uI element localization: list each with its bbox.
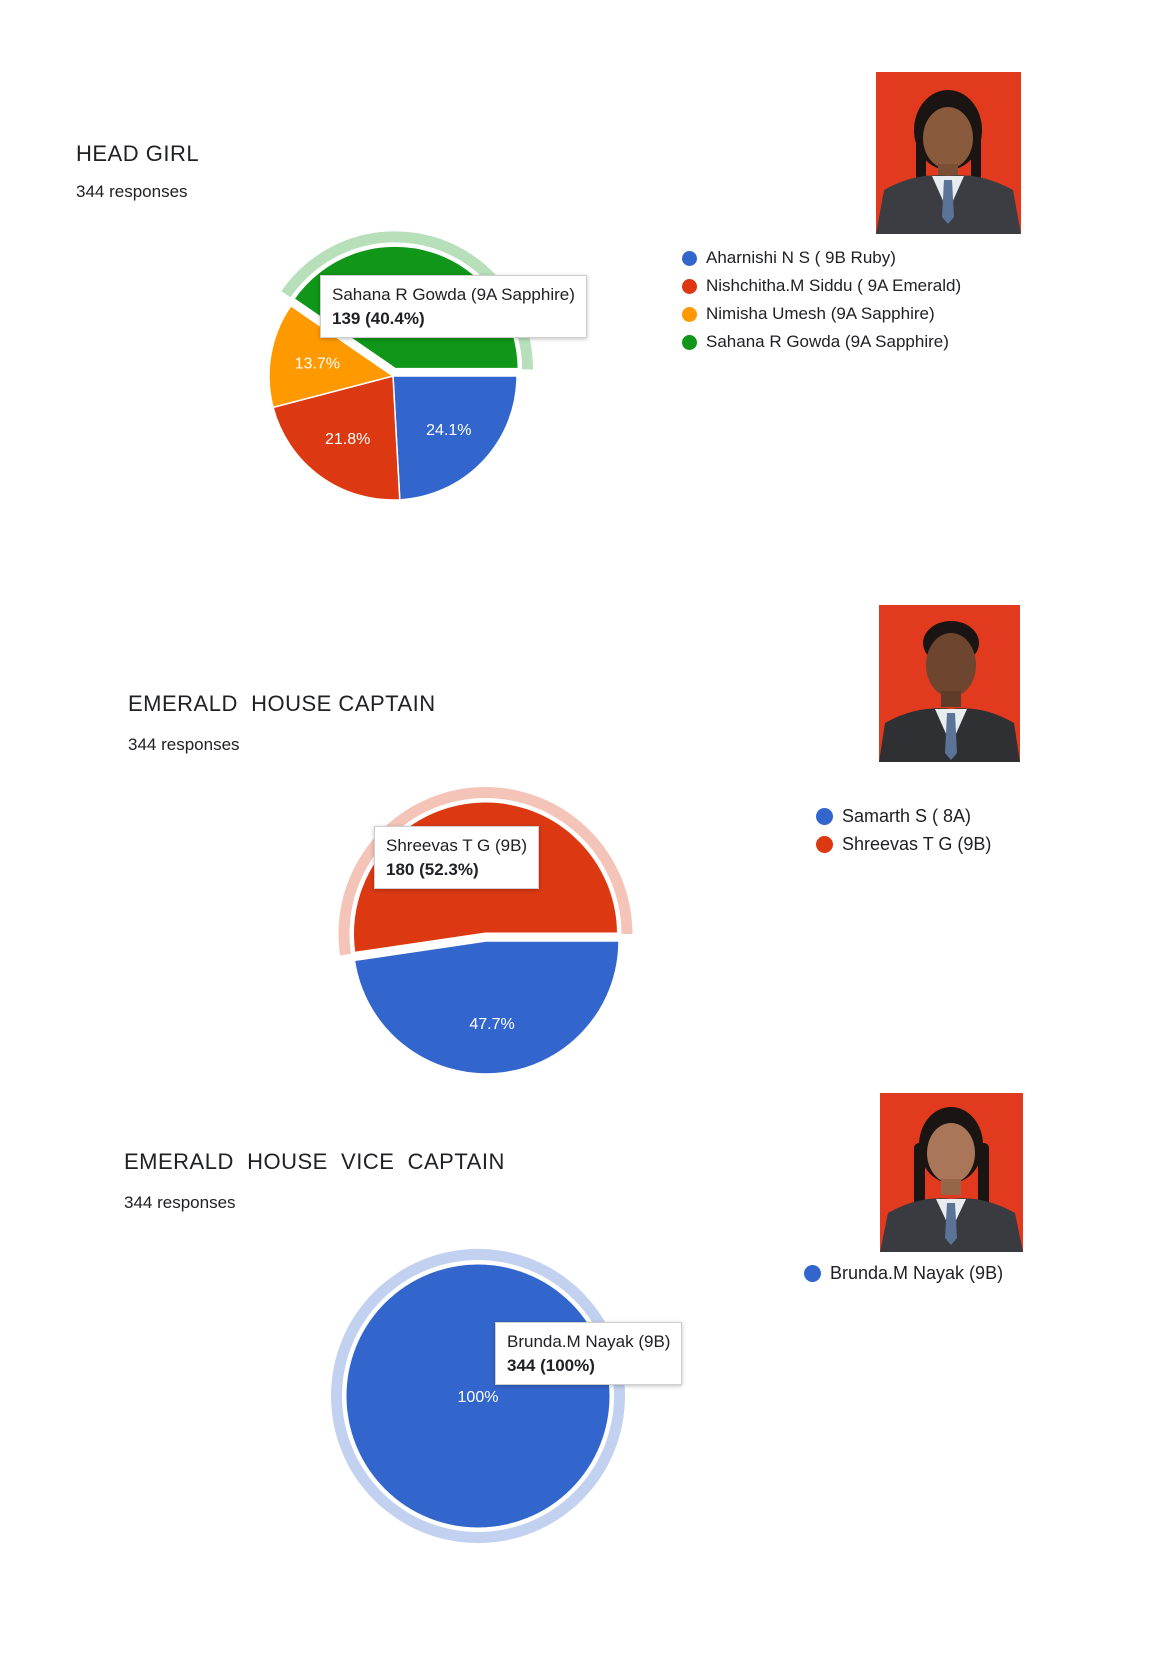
vice-captain-title: EMERALD HOUSE VICE CAPTAIN xyxy=(124,1149,505,1174)
legend-label: Nimisha Umesh (9A Sapphire) xyxy=(706,304,935,323)
tooltip-label: Shreevas T G (9B) xyxy=(386,836,528,855)
vice-captain-responses: 344 responses xyxy=(124,1193,236,1212)
slice-percent-label: 13.7% xyxy=(294,355,340,373)
tooltip-value: 180 (52.3%) xyxy=(386,860,479,879)
tooltip-label: Sahana R Gowda (9A Sapphire) xyxy=(332,285,575,304)
legend-label: Nishchitha.M Siddu ( 9A Emerald) xyxy=(706,276,962,295)
portrait-icon xyxy=(880,1093,1023,1252)
legend-label: Aharnishi N S ( 9B Ruby) xyxy=(706,248,896,267)
house-captain-title: EMERALD HOUSE CAPTAIN xyxy=(128,691,436,716)
slice-percent-label: 100% xyxy=(457,1389,499,1406)
slice-percent-label: 21.8% xyxy=(325,431,371,449)
vice-captain-legend xyxy=(804,1259,1003,1287)
legend-label: Shreevas T G (9B) xyxy=(842,833,992,854)
head-girl-title: HEAD GIRL xyxy=(76,141,200,166)
vice-captain-tooltip xyxy=(495,1322,682,1385)
legend-dot-blue xyxy=(804,1265,821,1282)
tooltip-value: 139 (40.4%) xyxy=(332,309,425,328)
tooltip-label: Brunda.M Nayak (9B) xyxy=(507,1332,671,1351)
head-girl-responses: 344 responses xyxy=(76,182,188,201)
legend-item[interactable] xyxy=(804,1259,1003,1287)
legend-label: Sahana R Gowda (9A Sapphire) xyxy=(706,332,949,351)
slice-percent-label: 47.7% xyxy=(469,1016,515,1034)
slice-percent-label: 24.1% xyxy=(426,421,472,439)
candidate-photo xyxy=(880,1093,1023,1252)
tooltip-value: 344 (100%) xyxy=(507,1356,595,1375)
house-captain-responses: 344 responses xyxy=(128,735,240,754)
legend-label: Brunda.M Nayak (9B) xyxy=(830,1262,1004,1283)
legend-label: Samarth S ( 8A) xyxy=(842,805,972,826)
